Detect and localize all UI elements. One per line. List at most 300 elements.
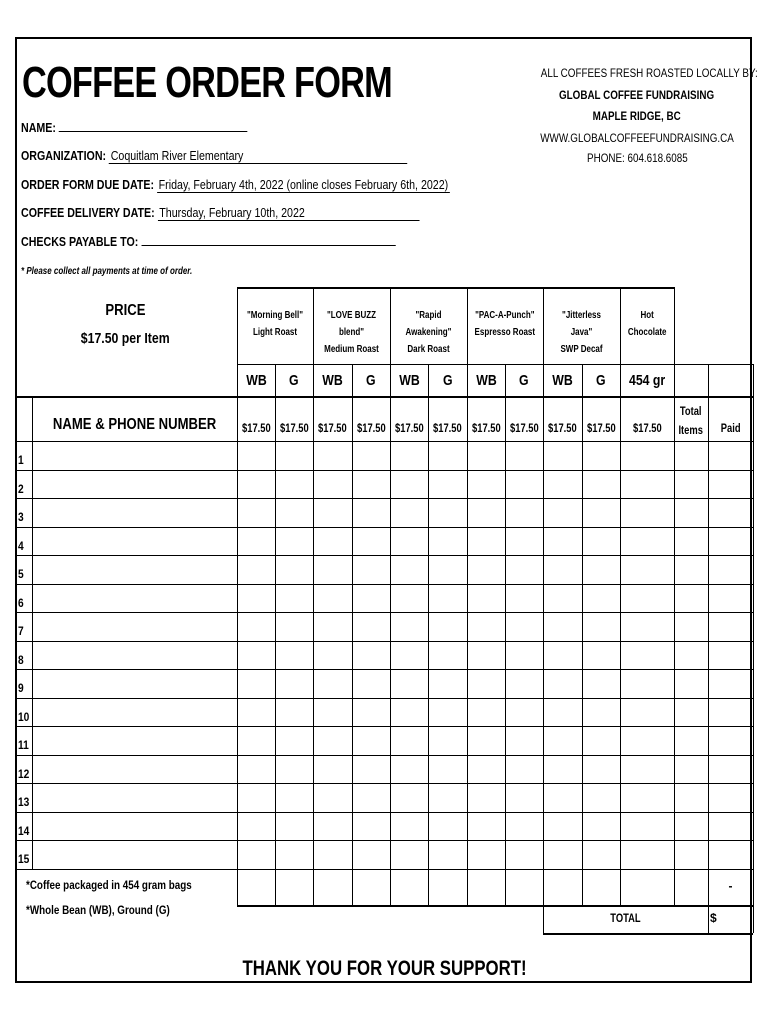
delivery-date-label: COFFEE DELIVERY DATE: (21, 205, 155, 220)
product-roast: Chocolate (627, 327, 667, 338)
name-input-line[interactable] (59, 131, 248, 132)
quantity-cell[interactable] (238, 727, 275, 755)
organization-field[interactable] (21, 148, 492, 163)
payment-note: * Please collect all payments at time of order. (21, 266, 193, 277)
row-number: 10 (18, 709, 30, 724)
quantity-cell[interactable] (276, 841, 313, 869)
quantity-cell[interactable] (544, 670, 582, 698)
due-date-label: ORDER FORM DUE DATE: (21, 177, 155, 192)
quantity-cell[interactable] (429, 841, 467, 869)
product-roast: Light Roast (252, 327, 297, 338)
quantity-cell[interactable] (675, 841, 708, 869)
quantity-cell[interactable] (709, 699, 753, 727)
quantity-cell[interactable] (429, 499, 467, 527)
product-header (543, 307, 620, 358)
quantity-cell[interactable] (276, 499, 313, 527)
name-phone-cell[interactable] (33, 556, 237, 584)
row-number: 15 (18, 852, 30, 866)
quantity-cell[interactable] (506, 813, 543, 841)
quantity-cell[interactable] (238, 528, 275, 556)
quantity-cell[interactable] (544, 813, 582, 841)
price-cell: $17.50 (356, 421, 386, 435)
quantity-cell[interactable] (675, 699, 708, 727)
supplier-phone: PHONE: 604.618.6085 (586, 151, 688, 165)
bean-type-subheader: WB (398, 372, 420, 389)
bean-type-subheader: 454 gr (628, 372, 666, 389)
quantity-cell[interactable] (621, 613, 674, 641)
total-box-bottom (543, 933, 753, 935)
name-phone-cell[interactable] (33, 727, 237, 755)
quantity-cell[interactable] (468, 841, 505, 869)
quantity-cell[interactable] (468, 699, 505, 727)
bean-type-subheader: G (442, 372, 453, 389)
summary-row-bottom-line (237, 905, 753, 907)
quantity-cell[interactable] (583, 727, 620, 755)
product-name: "Morning Bell" (246, 310, 304, 321)
quantity-cell[interactable] (353, 727, 390, 755)
quantity-cell[interactable] (314, 699, 352, 727)
quantity-cell[interactable] (544, 585, 582, 613)
quantity-cell[interactable] (621, 813, 674, 841)
quantity-cell[interactable] (544, 528, 582, 556)
quantity-cell[interactable] (353, 670, 390, 698)
supplier-name: GLOBAL COFFEE FUNDRAISING (559, 88, 715, 102)
organization-value[interactable]: Coquitlam River Elementary (109, 148, 407, 164)
quantity-cell[interactable] (238, 841, 275, 869)
product-name: "PAC-A-Punch" (475, 310, 535, 321)
quantity-cell[interactable] (468, 784, 505, 812)
name-phone-cell[interactable] (33, 471, 237, 499)
quantity-cell[interactable] (583, 528, 620, 556)
product-roast: SWP Decaf (560, 344, 603, 355)
quantity-cell[interactable] (429, 585, 467, 613)
quantity-cell[interactable] (429, 471, 467, 499)
delivery-date-value[interactable]: Thursday, February 10th, 2022 (158, 205, 420, 221)
quantity-cell[interactable] (353, 556, 390, 584)
quantity-cell[interactable] (276, 784, 313, 812)
product-roast: Espresso Roast (474, 327, 536, 338)
delivery-date-field[interactable] (21, 205, 507, 220)
quantity-cell[interactable] (675, 613, 708, 641)
quantity-cell[interactable] (709, 613, 753, 641)
quantity-cell[interactable] (353, 642, 390, 670)
quantity-cell[interactable] (709, 642, 753, 670)
quantity-cell[interactable] (709, 727, 753, 755)
quantity-cell[interactable] (583, 670, 620, 698)
quantity-cell[interactable] (238, 471, 275, 499)
quantity-cell[interactable] (544, 556, 582, 584)
quantity-cell[interactable] (314, 670, 352, 698)
quantity-cell[interactable] (353, 499, 390, 527)
quantity-cell[interactable] (468, 613, 505, 641)
quantity-cell[interactable] (314, 471, 352, 499)
name-phone-cell[interactable] (33, 528, 237, 556)
supplier-website: WWW.GLOBALCOFFEEFUNDRAISING.CA (540, 131, 734, 145)
name-phone-cell[interactable] (33, 841, 237, 869)
quantity-cell[interactable] (429, 756, 467, 784)
quantity-cell[interactable] (391, 756, 428, 784)
price-cell: $17.50 (548, 421, 577, 435)
quantity-cell[interactable] (583, 784, 620, 812)
product-header (313, 307, 390, 358)
quantity-cell[interactable] (506, 699, 543, 727)
name-phone-cell[interactable] (33, 585, 237, 613)
quantity-cell[interactable] (675, 813, 708, 841)
quantity-cell[interactable] (429, 642, 467, 670)
quantity-cell[interactable] (276, 556, 313, 584)
quantity-cell[interactable] (709, 756, 753, 784)
quantity-cell[interactable] (468, 442, 505, 470)
quantity-cell[interactable] (314, 528, 352, 556)
quantity-cell[interactable] (621, 585, 674, 613)
quantity-cell[interactable] (675, 642, 708, 670)
quantity-cell[interactable] (391, 613, 428, 641)
quantity-cell[interactable] (544, 442, 582, 470)
quantity-cell[interactable] (583, 556, 620, 584)
name-phone-cell[interactable] (33, 642, 237, 670)
total-items-header (674, 402, 708, 440)
quantity-cell[interactable] (429, 556, 467, 584)
price-cell: $17.50 (471, 421, 501, 435)
quantity-cell[interactable] (468, 642, 505, 670)
quantity-cell[interactable] (709, 556, 753, 584)
row-number: 11 (18, 738, 29, 752)
price-cell: $17.50 (586, 421, 616, 435)
quantity-cell[interactable] (675, 727, 708, 755)
quantity-cell[interactable] (276, 613, 313, 641)
quantity-cell[interactable] (621, 841, 674, 869)
bean-type-subheader: G (596, 372, 606, 389)
quantity-cell[interactable] (276, 528, 313, 556)
product-header (237, 307, 313, 341)
quantity-cell[interactable] (506, 471, 543, 499)
quantity-cell[interactable] (583, 471, 620, 499)
quantity-cell[interactable] (709, 499, 753, 527)
quantity-cell[interactable] (506, 727, 543, 755)
quantity-cell[interactable] (391, 528, 428, 556)
product-name: "Rapid Awakening" (405, 310, 452, 338)
row-number: 4 (18, 538, 24, 553)
quantity-cell[interactable] (429, 699, 467, 727)
quantity-cell[interactable] (621, 471, 674, 499)
quantity-cell[interactable] (468, 585, 505, 613)
quantity-cell[interactable] (544, 841, 582, 869)
quantity-cell[interactable] (429, 727, 467, 755)
name-phone-cell[interactable] (33, 613, 237, 641)
page-title: COFFEE ORDER FORM (22, 58, 392, 107)
quantity-cell[interactable] (468, 556, 505, 584)
quantity-cell[interactable] (544, 784, 582, 812)
quantity-cell[interactable] (429, 528, 467, 556)
quantity-cell[interactable] (506, 670, 543, 698)
quantity-cell[interactable] (621, 699, 674, 727)
bean-type-subheader: WB (322, 372, 343, 389)
quantity-cell[interactable] (391, 727, 428, 755)
total-amount[interactable]: $ (710, 910, 717, 925)
quantity-cell[interactable] (314, 642, 352, 670)
quantity-cell[interactable] (583, 642, 620, 670)
quantity-cell[interactable] (276, 813, 313, 841)
quantity-cell[interactable] (621, 642, 674, 670)
quantity-cell[interactable] (544, 471, 582, 499)
quantity-cell[interactable] (429, 613, 467, 641)
row-number: 12 (18, 766, 30, 781)
row-number: 3 (18, 510, 24, 524)
quantity-cell[interactable] (391, 499, 428, 527)
quantity-cell[interactable] (583, 813, 620, 841)
product-header (390, 307, 467, 358)
quantity-cell[interactable] (238, 699, 275, 727)
quantity-cell[interactable] (675, 499, 708, 527)
quantity-cell[interactable] (709, 471, 753, 499)
bean-type-subheader: G (289, 372, 299, 389)
name-phone-cell[interactable] (33, 499, 237, 527)
quantity-cell[interactable] (353, 442, 390, 470)
quantity-cell[interactable] (675, 585, 708, 613)
quantity-cell[interactable] (506, 528, 543, 556)
quantity-cell[interactable] (276, 442, 313, 470)
quantity-cell[interactable] (276, 471, 313, 499)
packaging-footnote: *Coffee packaged in 454 gram bags (26, 878, 192, 892)
quantity-cell[interactable] (468, 756, 505, 784)
product-name: "LOVE BUZZ blend" (326, 310, 377, 338)
quantity-cell[interactable] (468, 813, 505, 841)
quantity-cell[interactable] (583, 585, 620, 613)
product-roast: Dark Roast (407, 344, 450, 355)
quantity-cell[interactable] (391, 585, 428, 613)
quantity-cell[interactable] (709, 442, 753, 470)
quantity-cell[interactable] (709, 528, 753, 556)
row-number: 1 (18, 453, 24, 467)
subheader-top-line (237, 364, 753, 365)
name-phone-header: NAME & PHONE NUMBER (52, 416, 217, 433)
quantity-cell[interactable] (353, 784, 390, 812)
quantity-cell[interactable] (353, 613, 390, 641)
quantity-cell[interactable] (709, 813, 753, 841)
product-name: Hot (640, 310, 654, 321)
quantity-cell[interactable] (238, 442, 275, 470)
quantity-cell[interactable] (276, 699, 313, 727)
quantity-cell[interactable] (675, 784, 708, 812)
quantity-cell[interactable] (583, 699, 620, 727)
quantity-cell[interactable] (314, 499, 352, 527)
quantity-cell[interactable] (675, 556, 708, 584)
row-number: 13 (18, 795, 30, 809)
quantity-cell[interactable] (544, 727, 582, 755)
quantity-cell[interactable] (429, 442, 467, 470)
quantity-cell[interactable] (468, 499, 505, 527)
quantity-cell[interactable] (621, 756, 674, 784)
quantity-cell[interactable] (238, 556, 275, 584)
checks-payable-input-line[interactable] (141, 245, 395, 246)
quantity-cell[interactable] (709, 670, 753, 698)
quantity-cell[interactable] (544, 499, 582, 527)
supplier-intro: ALL COFFEES FRESH ROASTED LOCALLY BY: (540, 66, 758, 80)
price-cell: $17.50 (632, 421, 662, 435)
product-roast: Medium Roast (324, 344, 379, 355)
quantity-cell[interactable] (353, 756, 390, 784)
quantity-cell[interactable] (709, 585, 753, 613)
quantity-cell[interactable] (314, 442, 352, 470)
total-box-divider (708, 905, 709, 933)
quantity-cell[interactable] (506, 585, 543, 613)
quantity-cell[interactable] (314, 556, 352, 584)
name-phone-cell[interactable] (33, 442, 237, 470)
paid-header: Paid (720, 421, 741, 435)
total-items-line1: Total (680, 404, 702, 418)
quantity-cell[interactable] (314, 585, 352, 613)
quantity-cell[interactable] (621, 727, 674, 755)
price-cell: $17.50 (433, 421, 462, 435)
table-right-edge (753, 364, 754, 933)
quantity-cell[interactable] (391, 784, 428, 812)
quantity-cell[interactable] (583, 841, 620, 869)
quantity-cell[interactable] (429, 813, 467, 841)
quantity-cell[interactable] (506, 841, 543, 869)
name-phone-cell[interactable] (33, 813, 237, 841)
quantity-cell[interactable] (583, 613, 620, 641)
total-label: TOTAL (610, 910, 641, 925)
quantity-cell[interactable] (238, 670, 275, 698)
quantity-cell[interactable] (391, 556, 428, 584)
quantity-cell[interactable] (353, 699, 390, 727)
quantity-cell[interactable] (353, 841, 390, 869)
price-cell: $17.50 (279, 421, 309, 435)
quantity-cell[interactable] (314, 841, 352, 869)
quantity-cell[interactable] (238, 585, 275, 613)
name-phone-cell[interactable] (33, 699, 237, 727)
quantity-cell[interactable] (314, 727, 352, 755)
name-label: NAME: (21, 120, 56, 135)
quantity-cell[interactable] (621, 528, 674, 556)
quantity-cell[interactable] (238, 642, 275, 670)
quantity-cell[interactable] (391, 442, 428, 470)
quantity-cell[interactable] (468, 471, 505, 499)
row-number: 8 (18, 652, 24, 667)
quantity-cell[interactable] (544, 756, 582, 784)
bean-type-subheader: WB (552, 372, 573, 389)
quantity-cell[interactable] (468, 670, 505, 698)
quantity-cell[interactable] (506, 556, 543, 584)
bean-type-subheader: WB (245, 372, 267, 389)
quantity-cell[interactable] (506, 442, 543, 470)
bean-type-subheader: WB (475, 372, 497, 389)
row-number: 7 (18, 624, 24, 638)
row-number: 9 (18, 681, 24, 695)
quantity-cell[interactable] (621, 442, 674, 470)
bean-types-footnote: *Whole Bean (WB), Ground (G) (26, 903, 170, 917)
bean-type-subheader: G (366, 372, 376, 389)
checks-payable-field[interactable] (21, 234, 478, 249)
quantity-cell[interactable] (391, 670, 428, 698)
quantity-cell[interactable] (468, 727, 505, 755)
quantity-cell[interactable] (391, 813, 428, 841)
quantity-cell[interactable] (709, 841, 753, 869)
quantity-cell[interactable] (583, 442, 620, 470)
quantity-cell[interactable] (276, 756, 313, 784)
quantity-cell[interactable] (314, 784, 352, 812)
price-title: PRICE (104, 302, 146, 319)
row-number: 6 (18, 595, 24, 610)
price-cell: $17.50 (509, 421, 539, 435)
name-field[interactable] (21, 120, 297, 135)
name-phone-cell[interactable] (33, 784, 237, 812)
quantity-cell[interactable] (314, 756, 352, 784)
quantity-cell[interactable] (353, 585, 390, 613)
quantity-cell[interactable] (583, 756, 620, 784)
price-cell: $17.50 (318, 421, 347, 435)
quantity-cell[interactable] (675, 670, 708, 698)
quantity-cell[interactable] (506, 784, 543, 812)
quantity-cell[interactable] (506, 613, 543, 641)
quantity-cell[interactable] (675, 756, 708, 784)
quantity-cell[interactable] (621, 670, 674, 698)
checks-payable-label: CHECKS PAYABLE TO: (21, 234, 139, 249)
quantity-cell[interactable] (391, 841, 428, 869)
product-name: "Jitterless Java" (562, 310, 601, 338)
quantity-cell[interactable] (238, 613, 275, 641)
quantity-cell[interactable] (238, 813, 275, 841)
quantity-cell[interactable] (506, 499, 543, 527)
quantity-cell[interactable] (238, 784, 275, 812)
row-number: 5 (18, 567, 24, 581)
total-items-line2: Items (678, 423, 704, 437)
quantity-cell[interactable] (353, 528, 390, 556)
quantity-cell[interactable] (276, 642, 313, 670)
quantity-cell[interactable] (276, 585, 313, 613)
quantity-cell[interactable] (276, 670, 313, 698)
quantity-cell[interactable] (391, 642, 428, 670)
quantity-cell[interactable] (468, 528, 505, 556)
quantity-cell[interactable] (391, 699, 428, 727)
price-row-top-line (15, 396, 753, 398)
product-header-divider (674, 287, 675, 364)
quantity-cell[interactable] (506, 642, 543, 670)
name-phone-cell[interactable] (33, 756, 237, 784)
quantity-cell[interactable] (621, 784, 674, 812)
quantity-cell[interactable] (429, 670, 467, 698)
quantity-cell[interactable] (675, 442, 708, 470)
quantity-cell[interactable] (544, 613, 582, 641)
quantity-cell[interactable] (506, 756, 543, 784)
due-date-value[interactable]: Friday, February 4th, 2022 (online closes February 6th, 2022) (158, 177, 449, 192)
quantity-cell[interactable] (621, 499, 674, 527)
quantity-cell[interactable] (238, 499, 275, 527)
quantity-cell[interactable] (583, 499, 620, 527)
name-phone-cell[interactable] (33, 670, 237, 698)
quantity-cell[interactable] (709, 784, 753, 812)
quantity-cell[interactable] (675, 528, 708, 556)
quantity-cell[interactable] (353, 813, 390, 841)
quantity-cell[interactable] (429, 784, 467, 812)
quantity-cell[interactable] (238, 756, 275, 784)
quantity-cell[interactable] (621, 556, 674, 584)
quantity-cell[interactable] (353, 471, 390, 499)
quantity-cell[interactable] (544, 699, 582, 727)
quantity-cell[interactable] (391, 471, 428, 499)
product-header (620, 307, 674, 341)
quantity-cell[interactable] (675, 471, 708, 499)
row-number: 2 (18, 481, 24, 496)
product-header (467, 307, 543, 341)
row-number: 14 (18, 823, 30, 838)
supplier-city: MAPLE RIDGE, BC (592, 109, 682, 123)
due-date-field[interactable] (21, 177, 544, 192)
quantity-cell[interactable] (544, 642, 582, 670)
quantity-cell[interactable] (314, 813, 352, 841)
quantity-cell[interactable] (314, 613, 352, 641)
quantity-cell[interactable] (276, 727, 313, 755)
